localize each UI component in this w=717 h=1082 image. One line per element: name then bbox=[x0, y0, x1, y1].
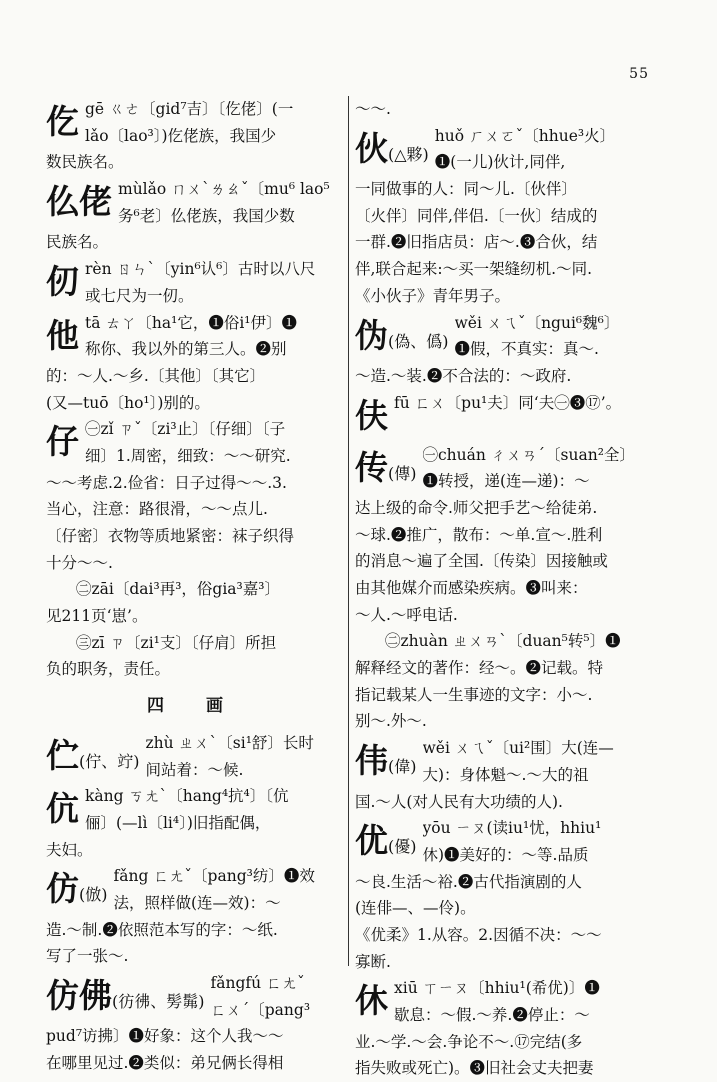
entry-line: zhù ㄓㄨˋ〔si¹舒〕长时 bbox=[145, 733, 314, 752]
entry-line: ㊂zī ㄗ〔zi¹支〕〔仔肩〕所担 bbox=[76, 633, 277, 652]
headword-text: 仿 bbox=[46, 869, 79, 909]
entry-line: 数民族名。 bbox=[46, 153, 124, 172]
headword-text: 仫佬 bbox=[46, 182, 112, 222]
entry-line: huǒ ㄏㄨㄛˇ〔hhue³火〕 bbox=[434, 126, 616, 145]
headword-text: 仞 bbox=[46, 262, 79, 302]
entry-line: 大)：身体魁～.～大的祖 bbox=[422, 765, 589, 784]
dictionary-entry bbox=[355, 975, 667, 1082]
dictionary-entry bbox=[46, 730, 342, 783]
headword-text: 伫 bbox=[46, 735, 79, 775]
entry-headword bbox=[46, 416, 79, 468]
dictionary-entry bbox=[46, 970, 342, 1077]
entry-line: 《优柔》1.从容。2.因循不决：～～ bbox=[355, 925, 602, 944]
dictionary-entry bbox=[46, 96, 342, 176]
entry-line: yōu ㄧㄡ(读iu¹忧，hhiu¹ bbox=[422, 819, 602, 838]
entry-headword bbox=[46, 730, 140, 782]
entry-line: ～良.生活～裕.❷古代指演剧的人 bbox=[355, 872, 582, 891]
entry-line: 的：～人.～乡.〔其他〕〔其它〕 bbox=[46, 366, 266, 385]
entry-line: 寡断. bbox=[355, 952, 391, 971]
entry-line: 国.～人(对人民有大功绩的人). bbox=[355, 792, 563, 811]
headword-variants: (傳) bbox=[388, 463, 417, 483]
entry-line: ❶(一儿)伙计,同伴, bbox=[434, 153, 566, 172]
entry-line: ～～. bbox=[355, 100, 391, 118]
entry-line: 写了一张～. bbox=[46, 947, 129, 966]
entry-line: 指失败或死亡)。❸旧社会丈夫把妻 bbox=[355, 1059, 594, 1078]
headword-variants: (佇、竚) bbox=[79, 751, 140, 771]
entry-line: 休)❶美好的：～等.品质 bbox=[422, 845, 589, 864]
dictionary-entry bbox=[46, 256, 342, 309]
entry-line: ㊀zǐ ㄗˇ〔zi³止〕〔仔细〕〔子 bbox=[85, 420, 286, 439]
entry-line: 见211页‘崽’。 bbox=[46, 607, 148, 626]
entry-line: 俪〕(—lì〔li⁴〕)旧指配偶， bbox=[85, 813, 271, 832]
entry-line: lǎo〔lao³〕)仡佬族，我国少 bbox=[85, 126, 277, 145]
entry-headword bbox=[355, 310, 449, 362]
entry-headword bbox=[46, 310, 79, 362]
entry-line: ㊁zāi〔dai³再³，俗gia³嘉³〕 bbox=[76, 580, 280, 599]
entry-headword bbox=[46, 176, 112, 228]
dictionary-entry bbox=[46, 310, 342, 417]
entry-line: (连俳—、—伶)。 bbox=[355, 899, 476, 918]
entry-line: 伴,联合起来:～买一架缝纫机.～同. bbox=[355, 260, 593, 279]
entry-headword bbox=[355, 390, 388, 442]
headword-text: 仔 bbox=[46, 422, 79, 462]
dictionary-entry bbox=[46, 576, 342, 629]
entry-line: 夫妇。 bbox=[46, 840, 93, 859]
headword-text: 他 bbox=[46, 315, 79, 355]
dictionary-entry bbox=[46, 630, 342, 683]
headword-text: 传 bbox=[355, 447, 388, 487]
entry-headword bbox=[355, 815, 417, 867]
entry-line: tā ㄊㄚ〔ha¹它，❶俗i¹伊〕❶ bbox=[85, 313, 298, 332]
entry-line: 业.～学.～会.争论不～.⑰完结(多 bbox=[355, 1032, 583, 1051]
headword-variants: (彷彿、髣髴) bbox=[112, 992, 205, 1011]
entry-line: pud⁷访拂〕❶好象：这个人我～～ bbox=[46, 1027, 284, 1046]
dictionary-entry bbox=[355, 310, 667, 390]
entry-line: 间站着：～候. bbox=[145, 760, 244, 779]
entry-line: fǎngfú ㄈㄤˇ bbox=[210, 974, 305, 992]
dictionary-entry bbox=[46, 176, 342, 256]
entry-headword bbox=[46, 256, 79, 308]
entry-line: 务⁶老〕仫佬族，我国少数 bbox=[118, 206, 295, 225]
entry-line: wěi ㄨㄟˇ〔ui²围〕大(连— bbox=[422, 739, 614, 758]
headword-text: 仿佛 bbox=[46, 976, 112, 1015]
entry-line: 解释经文的著作：经～。❷记载。特 bbox=[355, 659, 604, 678]
headword-variants: (△夥) bbox=[388, 144, 429, 164]
entry-line: 十分～～. bbox=[46, 553, 113, 572]
headword-text: 伪 bbox=[355, 315, 388, 355]
entry-line: 〔火伴〕同伴,伴侣.〔一伙〕结成的 bbox=[355, 206, 598, 225]
dictionary-entry bbox=[355, 815, 667, 975]
left-column bbox=[46, 96, 342, 1077]
entry-line: mùlǎo ㄇㄨˋㄌㄠˇ〔mu⁶ lao⁵ bbox=[118, 180, 330, 199]
entry-line: 当心，注意：路很滑，～～点儿. bbox=[46, 500, 268, 519]
headword-text: 休 bbox=[355, 981, 388, 1021]
entry-headword bbox=[46, 863, 108, 915]
entry-line: ❶转授，递(连—递)：～ bbox=[422, 472, 590, 491]
entry-line: 民族名。 bbox=[46, 233, 109, 252]
headword-text: 优 bbox=[355, 821, 388, 861]
entry-line: 指记载某人一生事迹的文字：小～. bbox=[355, 685, 593, 704]
entry-line: ～造.～装.❷不合法的：～政府. bbox=[355, 366, 572, 385]
entry-headword bbox=[46, 783, 79, 835]
entry-line: ㊁zhuàn ㄓㄨㄢˋ〔duan⁵转⁵〕❶ bbox=[385, 632, 621, 651]
entry-line: fǎng ㄈㄤˇ〔pang³纺〕❶效 bbox=[113, 867, 315, 886]
headword-text: 伉 bbox=[46, 789, 79, 829]
section-heading: 四 画 bbox=[147, 696, 241, 717]
entry-line: ㄈㄨˊ〔pang³ bbox=[210, 1000, 311, 1019]
dictionary-entry bbox=[46, 863, 342, 970]
dictionary-entry bbox=[46, 416, 342, 576]
entry-line: 法，照样做(连—效)：～ bbox=[113, 893, 281, 912]
entry-headword bbox=[46, 96, 79, 148]
entry-line: (又—tuō〔ho¹〕)别的。 bbox=[46, 393, 210, 412]
headword-variants: (偽、僞) bbox=[388, 331, 449, 351]
entry-headword bbox=[355, 442, 417, 494]
entry-line: 负的职务，责任。 bbox=[46, 660, 171, 679]
entry-headword bbox=[46, 970, 205, 1022]
entry-line: ㊀chuán ㄔㄨㄢˊ〔suan²全〕 bbox=[422, 445, 635, 464]
entry-line: 或七尺为一仞。 bbox=[85, 286, 194, 305]
entry-headword bbox=[355, 975, 388, 1027]
entry-line: 在哪里见过.❷类似：弟兄俩长得相 bbox=[46, 1054, 284, 1073]
entry-line: 由其他媒介而感染疾病。❸叫来： bbox=[355, 579, 588, 597]
entry-headword bbox=[355, 735, 417, 787]
headword-text: 伙 bbox=[355, 128, 388, 168]
headword-variants: (倣) bbox=[79, 885, 108, 905]
entry-line: 达上级的命令.师父把手艺～给徒弟. bbox=[355, 498, 598, 517]
entry-line: 称你、我以外的第三人。❷别 bbox=[85, 340, 287, 359]
entry-line: 《小伙子》青年男子。 bbox=[355, 286, 511, 305]
headword-text: 仡 bbox=[46, 102, 79, 141]
right-column bbox=[355, 96, 667, 1082]
entry-line: ❶假，不真实：真～. bbox=[454, 340, 599, 359]
dictionary-entry bbox=[355, 735, 667, 815]
page-number: 55 bbox=[629, 66, 649, 82]
dictionary-entry bbox=[355, 442, 667, 736]
entry-line: 细〕1.周密，细致：～～研究. bbox=[85, 446, 291, 465]
entry-line: gē ㄍㄜ〔gid⁷吉〕〔仡佬〕(一 bbox=[85, 100, 294, 118]
entry-line: 造.～制.❷依照范本写的字：～纸. bbox=[46, 920, 278, 939]
entry-line: 的消息～遍了全国.〔传染〕因接触或 bbox=[355, 552, 608, 571]
entry-line: rèn ㄖㄣˋ〔yin⁶认⁶〕古时以八尺 bbox=[85, 260, 316, 279]
entry-line: 一同做事的人：同～儿.〔伙伴〕 bbox=[355, 180, 577, 199]
entry-line: 别～.外～. bbox=[355, 712, 427, 731]
entry-headword bbox=[355, 123, 429, 175]
headword-text: 伕 bbox=[355, 395, 388, 435]
entry-line: wěi ㄨㄟˇ〔ngui⁶魏⁶〕 bbox=[454, 313, 620, 332]
dictionary-entry bbox=[355, 96, 667, 123]
dictionary-entry bbox=[355, 123, 667, 310]
headword-text: 伟 bbox=[355, 741, 388, 781]
entry-line: 一群.❷旧指店员：店～.❸合伙，结 bbox=[355, 233, 598, 252]
entry-line: fū ㄈㄨ〔pu¹夫〕同‘夫㊀❸⑰’。 bbox=[394, 393, 622, 412]
entry-line: kàng ㄎㄤˋ〔hang⁴抗⁴〕〔伉 bbox=[85, 787, 289, 806]
dictionary-entry bbox=[355, 390, 667, 442]
entry-line: ～球.❷推广，散布：～单.宣～.胜利 bbox=[355, 525, 603, 544]
entry-line: 歇息：～假.～养.❷停止：～ bbox=[394, 1006, 590, 1024]
headword-variants: (偉) bbox=[388, 757, 417, 777]
entry-line: ～～考虑.2.俭省：日子过得～～.3. bbox=[46, 473, 287, 492]
dictionary-entry bbox=[46, 783, 342, 863]
column-divider bbox=[348, 96, 349, 966]
entry-line: xiū ㄒㄧㄡ〔hhiu¹(希优)〕❶ bbox=[394, 979, 600, 998]
entry-line: ～人.～呼电话. bbox=[355, 605, 458, 624]
headword-variants: (優) bbox=[388, 837, 417, 857]
entry-line: 〔仔密〕衣物等质地紧密：袜子织得 bbox=[46, 527, 295, 545]
